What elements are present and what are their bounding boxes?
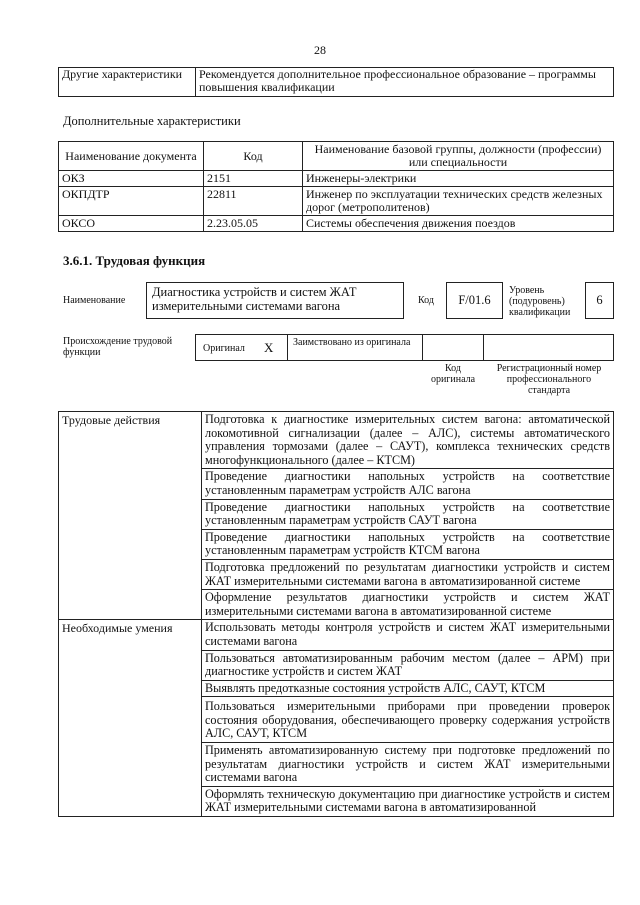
origin-box	[195, 334, 614, 361]
cell-group: Инженеры-электрики	[303, 171, 614, 187]
origin-label: Происхождение трудовой функции	[63, 336, 173, 358]
cell-code: 2151	[204, 171, 303, 187]
function-name: Диагностика устройств и систем ЖАТ измерительными системами вагона	[146, 282, 404, 319]
cell-code: 2.23.05.05	[204, 216, 303, 232]
actions-label: Трудовые действия	[59, 412, 202, 620]
divider	[483, 335, 484, 360]
list-item: Использовать методы контроля устройств и систем ЖАТ измерительными системами вагона	[202, 620, 614, 650]
additional-title: Дополнительные характеристики	[63, 114, 241, 128]
header-group: Наименование базовой группы, должности (профессии) или специальности	[303, 142, 614, 171]
name-label: Наименование	[63, 295, 126, 306]
header-code: Код	[204, 142, 303, 171]
additional-table	[58, 141, 614, 232]
list-item: Оформление результатов диагностики устройств и систем ЖАТ измерительными системами вагона в автоматизированной системе	[202, 590, 614, 620]
other-characteristics-table	[58, 67, 614, 97]
level-label: Уровень (подуровень) квалификации	[509, 285, 571, 318]
function-code: F/01.6	[446, 282, 503, 319]
table-row	[59, 620, 614, 650]
table-row	[59, 216, 614, 232]
table-header-row	[59, 142, 614, 171]
list-item: Проведение диагностики напольных устройств на соответствие установленным параметрам устройств САУТ вагона	[202, 499, 614, 529]
code-original-label: Код оригинала	[430, 363, 476, 385]
reg-number-label: Регистрационный номер профессионального стандарта	[496, 363, 602, 396]
list-item: Проведение диагностики напольных устройств на соответствие установленным параметрам устройств АЛС вагона	[202, 469, 614, 499]
cell-doc: ОКСО	[59, 216, 204, 232]
divider	[287, 335, 288, 360]
list-item: Пользоваться автоматизированным рабочим местом (далее – АРМ) при диагностике устройств и систем ЖАТ	[202, 650, 614, 680]
table-row	[59, 171, 614, 187]
function-table	[58, 411, 614, 817]
cell-code: 22811	[204, 187, 303, 216]
table-row	[59, 412, 614, 469]
list-item: Выявлять предотказные состояния устройств АЛС, САУТ, КТСМ	[202, 680, 614, 697]
divider	[422, 335, 423, 360]
page-number: 28	[314, 43, 326, 57]
list-item: Применять автоматизированную систему при подготовке предложений по результатам диагностики устройств и систем ЖАТ измерительными системами вагона	[202, 743, 614, 787]
header-doc: Наименование документа	[59, 142, 204, 171]
cell-group: Системы обеспечения движения поездов	[303, 216, 614, 232]
cell-group: Инженер по эксплуатации технических средств железных дорог (метрополитенов)	[303, 187, 614, 216]
skills-label: Необходимые умения	[59, 620, 202, 817]
list-item: Пользоваться измерительными приборами при проведении проверок состояния оборудования, обеспечивающего проверку содержания устройств АЛС, САУТ, КТСМ	[202, 697, 614, 743]
table-row	[59, 187, 614, 216]
list-item: Подготовка предложений по результатам диагностики устройств и систем ЖАТ измерительными системами вагона в автоматизированной системе	[202, 559, 614, 589]
cell-doc: ОКПДТР	[59, 187, 204, 216]
original-label: Оригинал	[203, 343, 245, 354]
section-title: 3.6.1. Трудовая функция	[63, 253, 206, 268]
borrowed-label: Заимствовано из оригинала	[293, 337, 411, 348]
code-label: Код	[418, 295, 434, 306]
list-item: Подготовка к диагностике измерительных систем вагона: автоматической локомотивной сигнализации (далее – АЛС), системы автоматического управления тормозами (далее – САУТ), комплекса технических средств многофункционального (далее – КТСМ)	[202, 412, 614, 469]
original-mark: X	[264, 340, 274, 355]
other-value: Рекомендуется дополнительное профессиональное образование – программы повышения квалификации	[196, 68, 614, 97]
level-value: 6	[585, 282, 614, 319]
table-row	[59, 68, 614, 97]
list-item: Проведение диагностики напольных устройств на соответствие установленным параметрам устройств КТСМ вагона	[202, 529, 614, 559]
other-label: Другие характеристики	[59, 68, 196, 97]
cell-doc: ОКЗ	[59, 171, 204, 187]
list-item: Оформлять техническую документацию при диагностике устройств и систем ЖАТ измерительными системами вагона в автоматизированной	[202, 786, 614, 816]
